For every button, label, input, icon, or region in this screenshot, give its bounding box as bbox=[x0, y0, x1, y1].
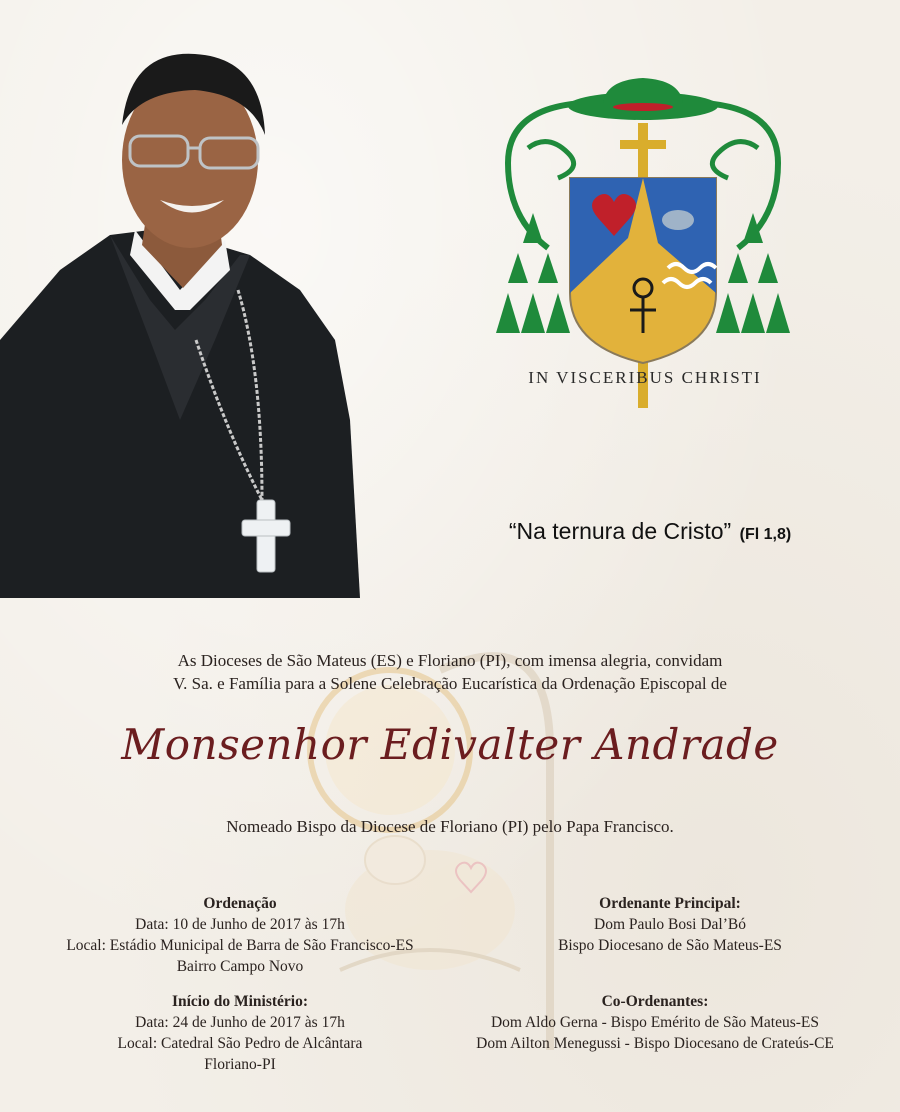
invitation-line-2: V. Sa. e Família para a Solene Celebração Eucarística da Ordenação Episcopal de bbox=[173, 674, 727, 693]
episcopal-motto: IN VISCERIBUS CHRISTI bbox=[528, 368, 762, 387]
ministry-date: Data: 24 de Junho de 2017 às 17h bbox=[135, 1014, 345, 1031]
ministry-info bbox=[30, 991, 450, 1075]
bishop-name: Monsenhor Edivalter Andrade bbox=[121, 720, 779, 769]
principal-ordinant-info bbox=[470, 893, 870, 956]
ordination-info bbox=[30, 893, 450, 977]
ordination-place: Local: Estádio Municipal de Barra de São Francisco-ES bbox=[66, 937, 414, 954]
bishop-portrait bbox=[0, 40, 360, 598]
principal-role: Bispo Diocesano de São Mateus-ES bbox=[558, 937, 782, 954]
ministry-title: Início do Ministério: bbox=[171, 993, 309, 1010]
ordination-title: Ordenação bbox=[203, 895, 277, 912]
principal-name: Dom Paulo Bosi Dal’Bó bbox=[594, 916, 746, 933]
co-ordinants-title: Co-Ordenantes: bbox=[601, 993, 709, 1010]
co-ordinant-first: Dom Aldo Gerna - Bispo Emérito de São Mateus-ES bbox=[490, 1014, 820, 1031]
nomination-text: Nomeado Bispo da Diocese de Floriano (PI) pelo Papa Francisco. bbox=[226, 817, 674, 836]
principal-title: Ordenante Principal: bbox=[599, 895, 741, 912]
ordination-district: Bairro Campo Novo bbox=[176, 958, 304, 975]
ministry-place: Local: Catedral São Pedro de Alcântara bbox=[117, 1035, 363, 1052]
ordination-date: Data: 10 de Junho de 2017 às 17h bbox=[135, 916, 345, 933]
tagline-reference: (Fl 1,8) bbox=[739, 526, 792, 543]
co-ordinant-second: Dom Ailton Menegussi - Bispo Diocesano de Crateús-CE bbox=[476, 1035, 834, 1052]
co-ordinants-info bbox=[440, 991, 870, 1054]
ministry-city: Floriano-PI bbox=[204, 1056, 276, 1073]
invitation-line-1: As Dioceses de São Mateus (ES) e Floriano (PI), com imensa alegria, convidam bbox=[177, 651, 723, 670]
episcopal-coat-of-arms bbox=[488, 78, 798, 413]
tagline-quote: “Na ternura de Cristo” bbox=[508, 518, 732, 544]
invitation-text bbox=[0, 649, 900, 695]
motto-tagline bbox=[470, 518, 830, 545]
